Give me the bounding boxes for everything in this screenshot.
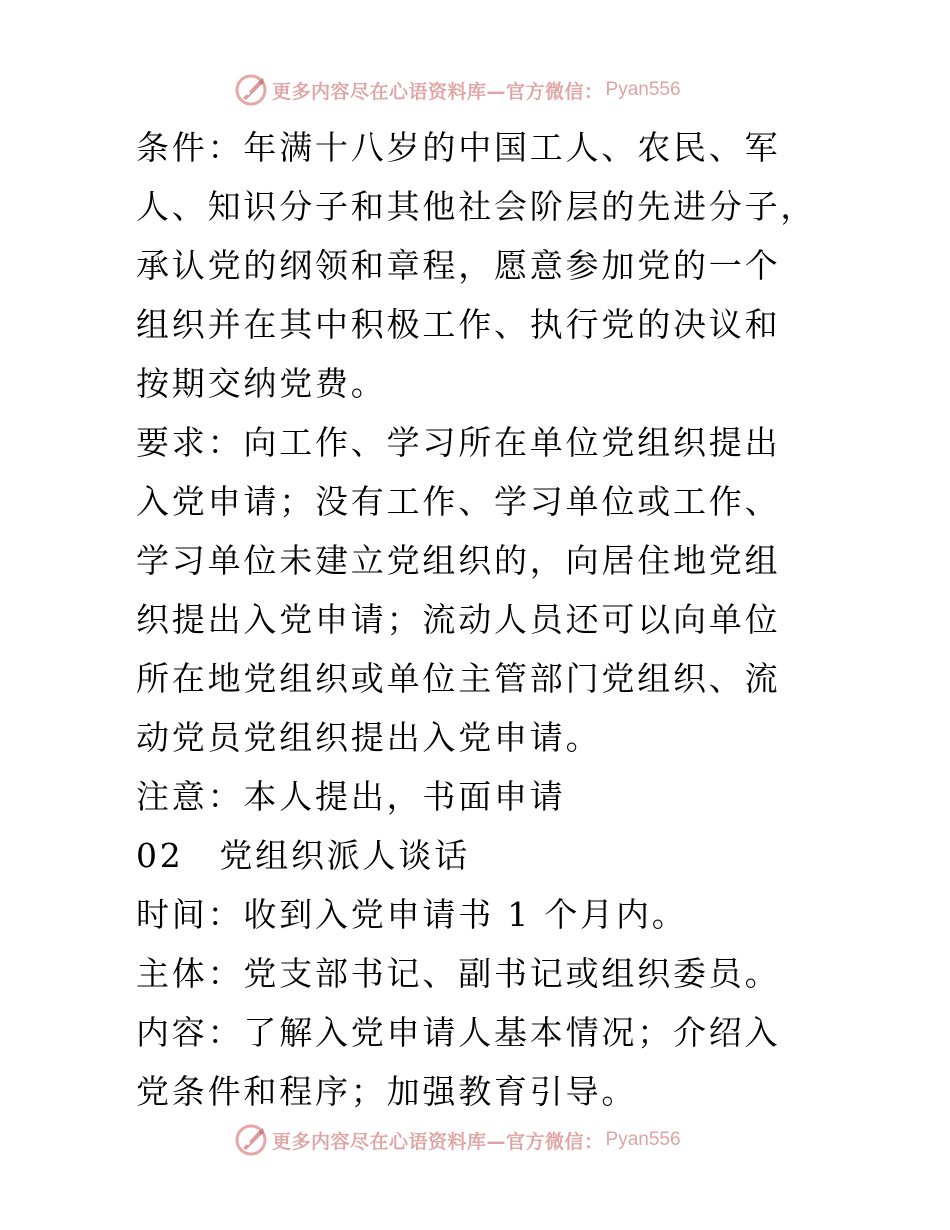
watermark-text: 更多内容尽在心语资料库—官方微信：: [272, 80, 604, 103]
text-line: 主体：党支部书记、副书记或组织委员。: [136, 954, 781, 993]
text-line: 时间：收到入党申请书 1 个月内。: [136, 895, 688, 934]
text-line: 组织并在其中积极工作、执行党的决议和: [136, 305, 781, 344]
watermark-text: 更多内容尽在心语资料库—官方微信：: [272, 1130, 604, 1153]
text-line: 入党申请；没有工作、学习单位或工作、: [136, 482, 781, 521]
text-line: 学习单位未建立党组织的，向居住地党组: [136, 541, 781, 580]
pen-nib-logo-icon: [234, 73, 268, 107]
header-watermark-banner: [234, 73, 681, 107]
text-line: 织提出入党申请；流动人员还可以向单位: [136, 600, 781, 639]
text-line: 承认党的纲领和章程，愿意参加党的一个: [136, 246, 781, 285]
text-line: 按期交纳党费。: [136, 364, 387, 403]
text-line: 注意：本人提出，书面申请: [136, 777, 566, 816]
pen-nib-logo-icon: [234, 1123, 268, 1157]
section-heading: 02 党组织派人谈话: [136, 836, 470, 875]
text-line: 所在地党组织或单位主管部门党组织、流: [136, 659, 781, 698]
footer-watermark-banner: [234, 1123, 681, 1157]
text-line: 动党员党组织提出入党申请。: [136, 718, 602, 757]
text-line: 人、知识分子和其他社会阶层的先进分子，: [136, 187, 817, 226]
text-line: 党条件和程序；加强教育引导。: [136, 1072, 638, 1111]
text-line: 要求：向工作、学习所在单位党组织提出: [136, 423, 781, 462]
text-line: 内容：了解入党申请人基本情况；介绍入: [136, 1013, 781, 1052]
watermark-wechat-id: Pyan556: [605, 79, 681, 100]
text-line: 条件：年满十八岁的中国工人、农民、军: [136, 128, 781, 167]
watermark-wechat-id: Pyan556: [605, 1129, 681, 1150]
document-body: [136, 118, 817, 1121]
